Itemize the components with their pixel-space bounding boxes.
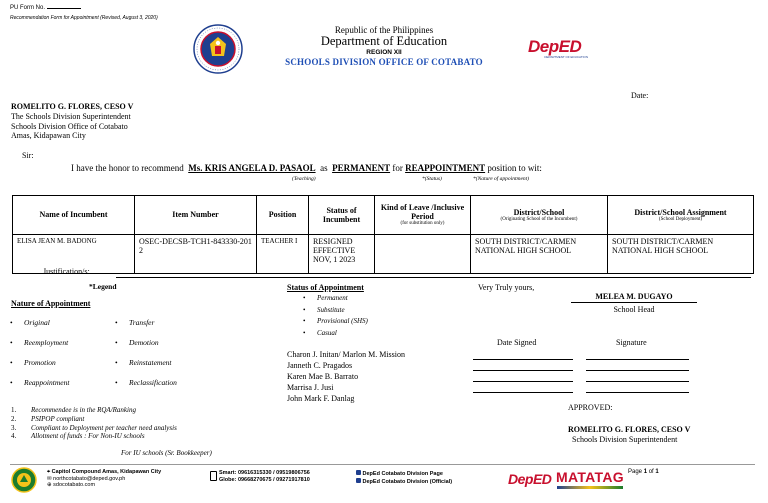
footer-deped-logo: DepED [508, 471, 552, 487]
footer-website: sdocotabato.com [53, 482, 96, 489]
location-icon: ⌖ [47, 469, 51, 475]
cell-position: TEACHER I [257, 235, 309, 274]
requirement-num: 2. [11, 414, 17, 423]
footer-address-row [47, 469, 161, 476]
region-line: REGION XII [366, 48, 402, 56]
cell-origin: SOUTH DISTRICT/CARMEN NATIONAL HIGH SCHOOL [471, 235, 608, 274]
nature-right-list [115, 318, 177, 398]
caption-teaching: (Teaching) [292, 176, 316, 182]
page-word: Page [628, 469, 643, 475]
signature-line [586, 392, 689, 393]
header-origin-sub: (Originating School of the Incumbent) [500, 216, 578, 222]
deped-logo-sub: DEPARTMENT OF EDUCATION [544, 55, 588, 59]
approver-name: ROMELITO G. FLORES, CESO V [568, 425, 691, 434]
nature-option: • Reemployment [10, 338, 69, 358]
date-label: Date: [631, 91, 649, 100]
nature-option: • Promotion [10, 358, 69, 378]
header-incumbent: Name of Incumbent [13, 196, 135, 235]
date-line [473, 359, 573, 360]
page-of: of [648, 469, 654, 475]
caption-nature: *(Nature of appointment) [473, 176, 530, 182]
reviewer-name: Karen Mae B. Barrato [287, 372, 359, 381]
recommendation-sentence [71, 163, 542, 173]
form-subtitle: Recommendation Form for Appointment (Revised, August 3, 2020) [10, 15, 158, 21]
signatory-title: School Head [613, 305, 655, 314]
header-origin [471, 196, 608, 235]
footer-globe: Globe: 09668270675 / 09271917810 [219, 476, 310, 483]
email-icon: ✉ [47, 475, 52, 482]
justification-line [116, 277, 751, 278]
page-total: 1 [655, 469, 659, 475]
requirement-text: PSIPOP compliant [31, 414, 85, 423]
for-text: for [392, 163, 403, 173]
facebook-row [356, 478, 452, 486]
signature-line [586, 381, 689, 382]
table-header-row [13, 196, 754, 235]
reviewer-names [287, 349, 405, 404]
nature-value: REAPPOINTMENT [405, 163, 486, 173]
header-item-number: Item Number [135, 196, 257, 235]
nature-option: • Transfer [115, 318, 177, 338]
page-number [628, 469, 659, 475]
header-leave-sub: (for substitution only) [400, 221, 445, 227]
header-leave [375, 196, 471, 235]
intro-text: I have the honor to recommend [71, 163, 184, 173]
nature-option: • Original [10, 318, 69, 338]
nature-option: • Reclassification [115, 378, 177, 398]
footer-divider [10, 464, 755, 465]
reviewer-name: Marrisa J. Jusi [287, 383, 334, 392]
footer-email: northcotabato@deped.gov.ph [53, 475, 126, 482]
requirement-text: Compliant to Deployment per teacher need analysis [31, 423, 177, 432]
iu-note: For IU schools (Sr. Bookkeeper) [121, 449, 212, 457]
nature-left-list [10, 318, 69, 398]
date-line [473, 381, 573, 382]
addressee-title: The Schools Division Superintendent [11, 111, 131, 121]
status-list [303, 293, 368, 339]
addressee-office: Schools Division Office of Cotabato [11, 121, 128, 131]
requirement-item [11, 432, 177, 441]
requirement-num: 4. [11, 432, 17, 441]
facebook-row [356, 470, 452, 478]
nature-option: • Demotion [115, 338, 177, 358]
letterhead [250, 25, 518, 67]
footer-contact [47, 469, 161, 489]
facebook-icon [356, 470, 361, 475]
division-seal-icon [11, 467, 37, 493]
date-signed-header: Date Signed [497, 338, 537, 347]
signatory-name: MELEA M. DUGAYO [595, 292, 673, 301]
header-assignment-sub: (School Deployment) [658, 216, 703, 222]
cell-leave [375, 235, 471, 274]
requirement-text: Allotment of funds : For Non-IU schools [31, 432, 145, 441]
signature-header: Signature [616, 338, 647, 347]
matatag-logo: MATATAG [556, 469, 624, 485]
caption-status: *(Status) [422, 176, 442, 182]
form-number-label: PU Form No. [10, 5, 46, 11]
cell-assignment: SOUTH DISTRICT/CARMEN NATIONAL HIGH SCHOOL [608, 235, 754, 274]
facebook-icon [356, 478, 361, 483]
date-line [473, 370, 573, 371]
requirement-num: 3. [11, 423, 17, 432]
deped-logo-text: DepED [528, 37, 582, 56]
justification-label: Justification/s: [43, 267, 90, 276]
footer-address: Capitol Compound Amas, Kidapawan City [51, 469, 162, 475]
globe-icon: ⊕ [47, 482, 52, 489]
status-option: • Permanent [303, 293, 368, 305]
header-status: Status of Incumbent [309, 196, 375, 235]
cell-incumbent: ELISA JEAN M. BADONG [13, 235, 135, 274]
end-text: position to wit: [487, 163, 542, 173]
header-position: Position [257, 196, 309, 235]
reviewer-name: Janneth C. Pragados [287, 361, 353, 370]
division-line: SCHOOLS DIVISION OFFICE OF COTABATO [285, 56, 483, 67]
footer-facebook [356, 470, 452, 485]
nature-option: • Reappointment [10, 378, 69, 398]
footer-phone-text [210, 470, 310, 483]
status-value: PERMANENT [332, 163, 391, 173]
cell-status: RESIGNED EFFECTIVE NOV, 1 2023 [309, 235, 375, 274]
header-leave-label: Kind of Leave /Inclusive Period [380, 202, 465, 222]
department-line: Department of Education [320, 34, 448, 48]
form-number [10, 5, 81, 11]
addressee [11, 102, 133, 141]
requirement-num: 1. [11, 406, 17, 414]
very-truly: Very Truly yours, [478, 283, 535, 292]
footer-email-row [47, 476, 161, 483]
cell-item-number: OSEC-DECSB-TCH1-843330-2012 [135, 235, 257, 274]
addressee-address: Amas, Kidapawan City [11, 131, 86, 141]
footer-phones [210, 470, 310, 483]
signatory-line [571, 302, 697, 303]
requirement-item [11, 424, 177, 433]
footer-fb1: DepEd Cotabato Division Page [362, 471, 443, 477]
signature-line [586, 359, 689, 360]
requirements-list [11, 406, 177, 441]
requirement-text: Recommendee is in the RQA/Ranking [31, 406, 136, 414]
salutation: Sir: [22, 151, 34, 160]
phone-icon [210, 471, 217, 481]
addressee-name: ROMELITO G. FLORES, CESO V [11, 102, 134, 111]
status-option: • Casual [303, 328, 368, 340]
page-current: 1 [643, 469, 648, 475]
requirement-item [11, 415, 177, 424]
status-option: • Substitute [303, 305, 368, 317]
approved-label: APPROVED: [568, 403, 613, 412]
status-title: Status of Appointment [287, 283, 364, 292]
footer-website-row [47, 482, 161, 489]
legend-label: *Legend [89, 282, 117, 291]
status-option: • Provisional (SHS) [303, 316, 368, 328]
recommendee-name: Ms. KRIS ANGELA D. PASAOL [188, 163, 316, 173]
footer-smart: Smart: 09616315330 / 09519806756 [219, 470, 310, 476]
reviewer-name: Charon J. Initan/ Marlon M. Mission [287, 350, 405, 359]
header-assignment [608, 196, 754, 235]
as-text: as [320, 163, 328, 173]
approver-title: Schools Division Superintendent [572, 435, 678, 444]
table-row [13, 235, 754, 274]
nature-option: • Reinstatement [115, 358, 177, 378]
header-origin-label: District/School [513, 207, 565, 217]
deped-seal-icon [193, 24, 243, 74]
header-assignment-label: District/School Assignment [634, 207, 727, 217]
reviewer-name: John Mark F. Danlag [287, 394, 355, 403]
republic-line: Republic of the Philippines [334, 25, 434, 35]
nature-title: Nature of Appointment [11, 299, 91, 308]
deped-logo [528, 38, 598, 68]
signature-line [586, 370, 689, 371]
incumbent-table [12, 195, 754, 274]
requirement-item [11, 406, 177, 415]
date-line [473, 392, 573, 393]
footer-fb2: DepEd Cotabato Division (Official) [362, 478, 453, 485]
matatag-underline [557, 486, 623, 489]
